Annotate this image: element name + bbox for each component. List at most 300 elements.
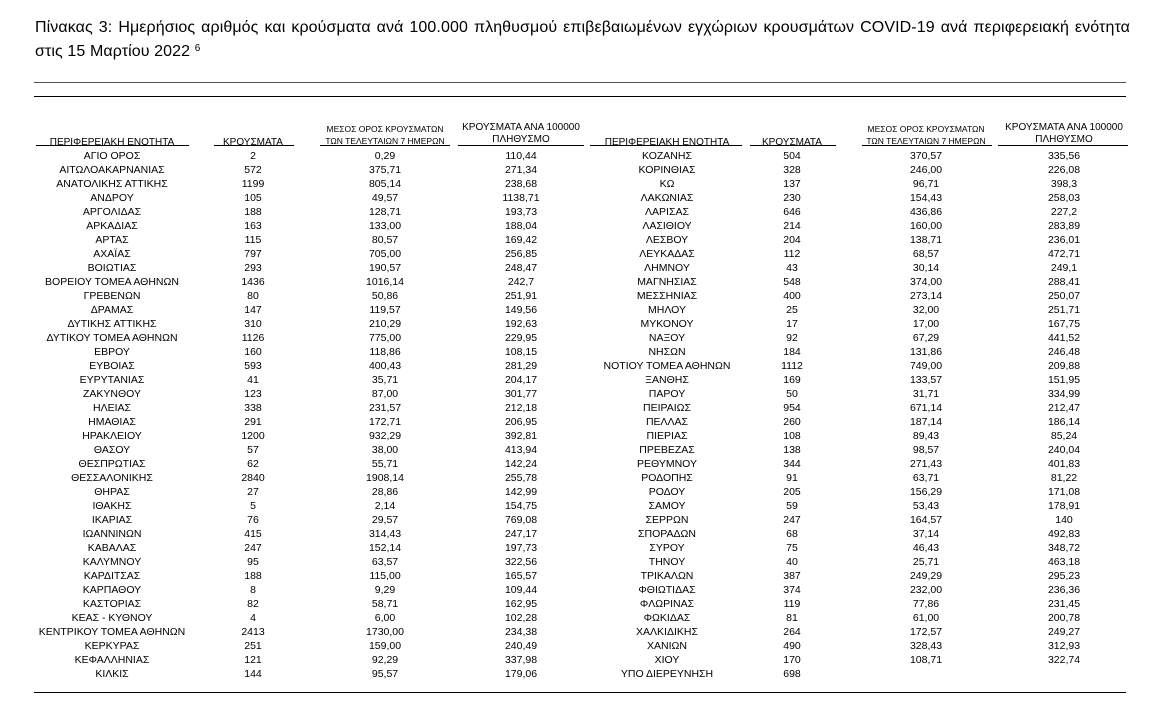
table-row [0,499,1171,513]
header-underline [590,145,742,146]
right-per100k-cell: 231,45 [1047,598,1081,610]
left-per100k-cell: 248,47 [504,262,538,274]
left-region-cell: ΙΚΑΡΙΑΣ [91,514,133,526]
right-per100k-cell: 178,91 [1047,500,1081,512]
left-avg-cell: 92,29 [371,654,399,666]
left-cases-cell: 4 [250,612,256,624]
right-cases-cell: 138 [783,444,801,456]
left-per100k-cell: 234,38 [504,626,538,638]
right-region-cell: ΛΗΜΝΟΥ [644,262,690,274]
left-avg-cell: 95,57 [371,668,399,680]
left-region-cell: ΒΟΙΩΤΙΑΣ [87,262,137,274]
table-row [0,359,1171,373]
right-cases-cell: 1112 [781,360,803,372]
left-cases-cell: 1126 [241,332,265,344]
right-cases-cell: 646 [783,206,801,218]
right-cases-cell: 387 [783,570,801,582]
right-region-cell: ΜΥΚΟΝΟΥ [640,318,694,330]
left-per100k-cell: 154,75 [504,500,538,512]
table-row [0,555,1171,569]
left-avg-cell: 6,00 [374,612,396,624]
table-row [0,275,1171,289]
left-per100k-cell: 251,91 [504,290,538,302]
table-row [0,639,1171,653]
left-region-cell: ΑΡΚΑΔΙΑΣ [86,220,138,232]
top-rule-thin [34,82,1126,83]
table-row [0,219,1171,233]
left-cases-cell: 310 [244,318,262,330]
right-avg-cell: 133,57 [909,374,943,386]
left-cases-cell: 5 [250,500,256,512]
table-row [0,401,1171,415]
left-per100k-cell: 206,95 [504,416,538,428]
right-avg-cell: 61,00 [912,612,940,624]
right-region-cell: ΧΙΟΥ [654,654,680,666]
left-cases-cell: 338 [244,402,262,414]
left-per100k-cell: 337,98 [504,654,538,666]
left-cases-cell: 80 [247,290,259,302]
right-region-cell: ΝΑΞΟΥ [648,332,686,344]
left-cases-cell: 121 [244,654,262,666]
right-region-cell: ΣΥΡΟΥ [649,542,685,554]
table-row [0,471,1171,485]
left-per100k-cell: 229,95 [504,332,538,344]
left-per100k-cell: 197,73 [504,542,538,554]
table-row [0,373,1171,387]
right-region-cell: ΡΟΔΟΠΗΣ [641,472,693,484]
left-avg-cell: 128,71 [368,206,402,218]
left-region-cell: ΔΥΤΙΚΗΣ ΑΤΤΙΚΗΣ [67,318,157,330]
left-cases-cell: 188 [244,206,262,218]
left-region-cell: ΑΡΓΟΛΙΔΑΣ [82,206,142,218]
right-cases-cell: 81 [786,612,798,624]
right-region-cell: ΠΑΡΟΥ [648,388,686,400]
left-region-cell: ΚΑΡΔΙΤΣΑΣ [83,570,141,582]
table-row [0,527,1171,541]
right-region-cell: ΠΡΕΒΕΖΑΣ [639,444,695,456]
table-row [0,261,1171,275]
right-cases-cell: 504 [783,150,801,162]
left-region-cell: ΚΑΡΠΑΘΟΥ [82,584,142,596]
right-region-cell: ΦΩΚΙΔΑΣ [643,612,691,624]
right-avg-cell: 98,57 [912,444,940,456]
right-avg-cell: 32,00 [912,304,940,316]
left-cases-cell: 105 [244,192,262,204]
right-per100k-cell: 209,88 [1047,360,1081,372]
left-cases-cell: 76 [247,514,259,526]
right-avg-cell: 131,86 [909,346,943,358]
left-per100k-cell: 322,56 [504,556,538,568]
right-avg-cell: 154,43 [909,192,943,204]
right-region-cell: ΛΑΣΙΘΙΟΥ [642,220,692,232]
table-row [0,387,1171,401]
right-cases-cell: 264 [783,626,801,638]
right-cases-cell: 50 [786,388,798,400]
table-row [0,233,1171,247]
left-per100k-cell: 242,7 [507,276,535,288]
left-avg-cell: 58,71 [371,598,399,610]
left-avg-cell: 705,00 [368,248,402,260]
right-cases-cell: 169 [783,374,801,386]
right-per100k-cell: 186,14 [1047,416,1081,428]
right-per100k-cell: 283,89 [1047,220,1081,232]
left-cases-cell: 163 [244,220,262,232]
header-underline [458,145,584,146]
left-region-cell: ΘΑΣΟΥ [93,444,131,456]
left-avg-cell: 2,14 [374,500,396,512]
left-per100k-cell: 149,56 [504,304,538,316]
left-avg-cell: 1730,00 [366,626,404,638]
right-cases-cell: 92 [786,332,798,344]
left-per100k-cell: 301,77 [504,388,538,400]
right-region-cell: ΠΕΛΛΑΣ [645,416,689,428]
table-row [0,569,1171,583]
left-region-cell: ΘΕΣΣΑΛΟΝΙΚΗΣ [71,472,153,484]
right-per100k-cell: 226,08 [1047,164,1081,176]
left-avg-cell: 775,00 [368,332,402,344]
left-per100k-cell: 165,57 [504,570,538,582]
left-per100k-cell: 247,17 [504,528,538,540]
left-cases-cell: 8 [250,584,256,596]
table-row [0,331,1171,345]
right-avg-cell: 172,57 [909,626,943,638]
right-cases-cell: 68 [786,528,798,540]
left-cases-cell: 188 [244,570,262,582]
right-avg-cell: 671,14 [909,402,943,414]
left-avg-cell: 38,00 [371,444,399,456]
right-region-cell: ΣΑΜΟΥ [648,500,686,512]
left-per100k-cell: 110,44 [505,150,537,162]
right-avg-cell: 53,43 [912,500,940,512]
right-region-cell: ΛΑΚΩΝΙΑΣ [640,192,694,204]
right-avg-cell: 271,43 [909,458,943,470]
left-region-cell: ΚΑΒΑΛΑΣ [87,542,137,554]
right-region-cell: ΠΕΙΡΑΙΩΣ [643,402,691,414]
left-region-cell: ΕΥΒΟΙΑΣ [89,360,135,372]
left-cases-cell: 147 [244,304,262,316]
left-avg-cell: 87,00 [371,388,399,400]
left-avg-cell: 231,57 [368,402,402,414]
left-region-cell: ΗΛΕΙΑΣ [92,402,131,414]
left-per100k-cell: 769,08 [504,514,538,526]
table-row [0,177,1171,191]
right-cases-cell: 108 [783,430,801,442]
right-avg-cell: 138,71 [909,234,943,246]
left-avg-cell: 115,00 [369,570,401,582]
right-per100k-cell: 85,24 [1050,430,1078,442]
header-underline [214,145,294,146]
left-avg-cell: 172,71 [368,416,402,428]
left-avg-cell: 133,00 [368,220,402,232]
left-per100k-cell: 204,17 [504,374,538,386]
header-underline [320,145,450,146]
table-row [0,317,1171,331]
left-region-cell: ΚΑΣΤΟΡΙΑΣ [82,598,142,610]
left-cases-cell: 251 [244,640,262,652]
right-per100k-cell: 236,36 [1047,584,1081,596]
left-per100k-cell: 413,94 [504,444,538,456]
left-per100k-cell: 169,42 [504,234,538,246]
left-region-cell: ΚΕΦΑΛΛΗΝΙΑΣ [74,654,150,666]
header-cases: ΚΡΟΥΣΜΑΤΑ [223,137,283,148]
right-region-cell: ΧΑΛΚΙΔΙΚΗΣ [636,626,698,638]
right-per100k-cell: 472,71 [1047,248,1081,260]
right-cases-cell: 40 [786,556,798,568]
header-per100k-line2: ΠΛΗΘΥΣΜΟ [492,134,550,145]
left-cases-cell: 2840 [241,472,265,484]
table-row [0,653,1171,667]
right-avg-cell: 108,71 [909,654,943,666]
right-region-cell: ΡΟΔΟΥ [648,486,686,498]
left-per100k-cell: 188,04 [504,220,538,232]
right-avg-cell: 164,57 [909,514,943,526]
left-cases-cell: 797 [244,248,262,260]
left-region-cell: ΙΩΑΝΝΙΝΩΝ [82,528,142,540]
right-avg-cell: 232,00 [909,584,943,596]
left-per100k-cell: 256,85 [504,248,538,260]
right-per100k-cell: 251,71 [1047,304,1081,316]
right-per100k-cell: 288,41 [1047,276,1081,288]
right-cases-cell: 170 [783,654,801,666]
left-region-cell: ΚΕΑΣ - ΚΥΘΝΟΥ [71,612,153,624]
right-per100k-cell: 246,48 [1047,346,1081,358]
left-per100k-cell: 281,29 [504,360,538,372]
left-avg-cell: 152,14 [368,542,402,554]
right-cases-cell: 344 [783,458,801,470]
left-region-cell: ΕΒΡΟΥ [94,346,130,358]
left-cases-cell: 415 [244,528,262,540]
right-avg-cell: 46,43 [912,542,940,554]
left-cases-cell: 291 [244,416,262,428]
right-per100k-cell: 250,07 [1047,290,1081,302]
left-cases-cell: 247 [244,542,262,554]
left-cases-cell: 57 [247,444,259,456]
right-region-cell: ΜΗΛΟΥ [648,304,686,316]
left-region-cell: ΔΥΤΙΚΟΥ ΤΟΜΕΑ ΑΘΗΝΩΝ [46,332,178,344]
right-cases-cell: 17 [786,318,798,330]
left-region-cell: ΔΡΑΜΑΣ [90,304,134,316]
left-avg-cell: 63,57 [371,556,399,568]
right-per100k-cell: 463,18 [1047,556,1081,568]
right-cases-cell: 400 [783,290,801,302]
right-cases-cell: 43 [786,262,798,274]
left-avg-cell: 805,14 [368,178,402,190]
header-avg-line1: ΜΕΣΟΣ ΟΡΟΣ ΚΡΟΥΣΜΑΤΩΝ [867,124,985,134]
left-region-cell: ΓΡΕΒΕΝΩΝ [83,290,141,302]
left-avg-cell: 190,57 [368,262,402,274]
right-per100k-cell: 151,95 [1047,374,1081,386]
table-row [0,205,1171,219]
right-per100k-cell: 398,3 [1050,178,1078,190]
left-cases-cell: 2 [250,150,256,162]
left-region-cell: ΒΟΡΕΙΟΥ ΤΟΜΕΑ ΑΘΗΝΩΝ [45,276,179,288]
right-cases-cell: 698 [783,668,801,680]
right-region-cell: ΛΑΡΙΣΑΣ [645,206,689,218]
left-avg-cell: 35,71 [371,374,399,386]
right-region-cell: ΤΗΝΟΥ [648,556,686,568]
right-region-cell: ΜΑΓΝΗΣΙΑΣ [637,276,697,288]
table-row [0,583,1171,597]
left-region-cell: ΘΕΣΠΡΩΤΙΑΣ [78,458,146,470]
right-per100k-cell: 334,99 [1047,388,1081,400]
right-per100k-cell: 81,22 [1050,472,1078,484]
right-region-cell: ΥΠΟ ΔΙΕΡΕΥΝΗΣΗ [620,668,714,680]
right-avg-cell: 156,29 [909,486,943,498]
left-avg-cell: 28,86 [371,486,399,498]
table-row [0,191,1171,205]
left-region-cell: ΑΝΑΤΟΛΙΚΗΣ ΑΤΤΙΚΗΣ [56,178,168,190]
left-avg-cell: 1908,14 [366,472,404,484]
right-per100k-cell: 295,23 [1047,570,1081,582]
header-per100k-line1: ΚΡΟΥΣΜΑΤΑ ΑΝΑ 100000 [1005,122,1123,133]
right-per100k-cell: 348,72 [1047,542,1081,554]
right-per100k-cell: 258,03 [1047,192,1081,204]
left-avg-cell: 55,71 [371,458,399,470]
right-cases-cell: 59 [786,500,798,512]
right-avg-cell: 436,86 [909,206,943,218]
right-region-cell: ΦΘΙΩΤΙΔΑΣ [638,584,696,596]
left-avg-cell: 118,86 [369,346,401,358]
left-per100k-cell: 192,63 [504,318,538,330]
header-avg-line2: ΤΩΝ ΤΕΛΕΥΤΑΙΩΝ 7 ΗΜΕΡΩΝ [325,136,445,146]
right-region-cell: ΝΗΣΩΝ [648,346,686,358]
right-per100k-cell: 200,78 [1047,612,1081,624]
table-row [0,611,1171,625]
right-avg-cell: 328,43 [909,640,943,652]
right-region-cell: ΧΑΝΙΩΝ [647,640,687,652]
right-avg-cell: 63,71 [912,472,940,484]
right-cases-cell: 112 [783,248,801,260]
left-avg-cell: 400,43 [368,360,402,372]
left-region-cell: ΚΕΝΤΡΙΚΟΥ ΤΟΜΕΑ ΑΘΗΝΩΝ [38,626,186,638]
header-cases: ΚΡΟΥΣΜΑΤΑ [762,137,822,148]
table-row [0,289,1171,303]
right-region-cell: ΜΕΣΣΗΝΙΑΣ [636,290,698,302]
right-cases-cell: 490 [783,640,801,652]
table-row [0,625,1171,639]
left-per100k-cell: 102,28 [504,612,538,624]
right-avg-cell: 374,00 [909,276,943,288]
left-cases-cell: 123 [244,388,262,400]
left-region-cell: ΑΙΤΩΛΟΑΚΑΡΝΑΝΙΑΣ [59,164,165,176]
left-region-cell: ΑΝΔΡΟΥ [90,192,134,204]
right-per100k-cell: 167,75 [1047,318,1081,330]
left-avg-cell: 49,57 [371,192,399,204]
left-avg-cell: 0,29 [374,150,396,162]
left-region-cell: ΗΡΑΚΛΕΙΟΥ [82,430,142,442]
table-row [0,443,1171,457]
left-per100k-cell: 179,06 [504,668,538,680]
table-row [0,485,1171,499]
table-row [0,541,1171,555]
footnote-marker: 6 [194,43,201,54]
bottom-rule [34,692,1126,693]
left-avg-cell: 119,57 [369,304,401,316]
right-cases-cell: 184 [783,346,801,358]
left-cases-cell: 160 [244,346,262,358]
table-row [0,303,1171,317]
right-per100k-cell: 312,93 [1047,640,1081,652]
right-cases-cell: 25 [786,304,798,316]
table-caption [35,16,1130,64]
table-row [0,513,1171,527]
right-cases-cell: 205 [783,486,801,498]
left-cases-cell: 62 [247,458,259,470]
right-cases-cell: 328 [783,164,801,176]
right-avg-cell: 96,71 [912,178,940,190]
left-region-cell: ΖΑΚΥΝΘΟΥ [82,388,141,400]
left-region-cell: ΑΡΤΑΣ [95,234,129,246]
right-per100k-cell: 140 [1055,514,1073,526]
left-per100k-cell: 193,73 [504,206,538,218]
right-cases-cell: 230 [783,192,801,204]
right-per100k-cell: 441,52 [1047,332,1081,344]
right-region-cell: ΝΟΤΙΟΥ ΤΟΜΕΑ ΑΘΗΝΩΝ [603,360,731,372]
right-cases-cell: 548 [783,276,801,288]
right-avg-cell: 187,14 [909,416,943,428]
left-per100k-cell: 109,44 [504,584,538,596]
left-per100k-cell: 240,49 [504,640,538,652]
right-per100k-cell: 240,04 [1047,444,1081,456]
right-region-cell: ΣΕΡΡΩΝ [645,514,689,526]
right-per100k-cell: 227,2 [1050,206,1078,218]
right-region-cell: ΠΙΕΡΙΑΣ [646,430,688,442]
right-avg-cell: 370,57 [909,150,943,162]
table-row [0,247,1171,261]
left-avg-cell: 375,71 [368,164,402,176]
left-region-cell: ΘΗΡΑΣ [94,486,130,498]
right-per100k-cell: 236,01 [1047,234,1081,246]
left-avg-cell: 9,29 [374,584,396,596]
right-per100k-cell: 212,47 [1047,402,1081,414]
left-per100k-cell: 108,15 [504,346,538,358]
left-region-cell: ΚΑΛΥΜΝΟΥ [82,556,142,568]
caption-text: Πίνακας 3: Ημερήσιος αριθμός και κρούσματα ανά 100.000 πληθυσμού επιβεβαιωμένων εγχώριων κρουσμάτων COVID-19 ανά περιφερειακή ενότητα στις 15 Μαρτίου 2022 [35,19,1130,60]
right-avg-cell: 77,86 [912,598,940,610]
left-avg-cell: 314,43 [368,528,402,540]
left-avg-cell: 1016,14 [366,276,404,288]
right-cases-cell: 91 [786,472,798,484]
left-avg-cell: 29,57 [371,514,399,526]
left-region-cell: ΗΜΑΘΙΑΣ [88,416,136,428]
top-rule [34,96,1126,97]
table-row [0,597,1171,611]
right-avg-cell: 89,43 [912,430,940,442]
left-region-cell: ΙΘΑΚΗΣ [92,500,132,512]
right-per100k-cell: 335,56 [1047,150,1081,162]
table-row [0,149,1171,163]
right-region-cell: ΚΟΡΙΝΘΙΑΣ [638,164,696,176]
right-cases-cell: 214 [783,220,801,232]
right-region-cell: ΤΡΙΚΑΛΩΝ [640,570,694,582]
right-cases-cell: 247 [783,514,801,526]
header-underline [36,145,189,146]
right-avg-cell: 246,00 [909,164,943,176]
left-per100k-cell: 238,68 [504,178,538,190]
left-cases-cell: 82 [247,598,259,610]
left-region-cell: ΚΕΡΚΥΡΑΣ [84,640,140,652]
right-region-cell: ΞΑΝΘΗΣ [645,374,689,386]
right-avg-cell: 25,71 [912,556,940,568]
right-region-cell: ΦΛΩΡΙΝΑΣ [639,598,695,610]
left-region-cell: ΕΥΡΥΤΑΝΙΑΣ [79,374,145,386]
left-cases-cell: 41 [247,374,259,386]
header-region: ΠΕΡΙΦΕΡΕΙΑΚΗ ΕΝΟΤΗΤΑ [604,137,730,148]
header-avg-line1: ΜΕΣΟΣ ΟΡΟΣ ΚΡΟΥΣΜΑΤΩΝ [326,124,444,134]
left-cases-cell: 572 [244,164,262,176]
left-per100k-cell: 212,18 [504,402,538,414]
table-row [0,667,1171,681]
